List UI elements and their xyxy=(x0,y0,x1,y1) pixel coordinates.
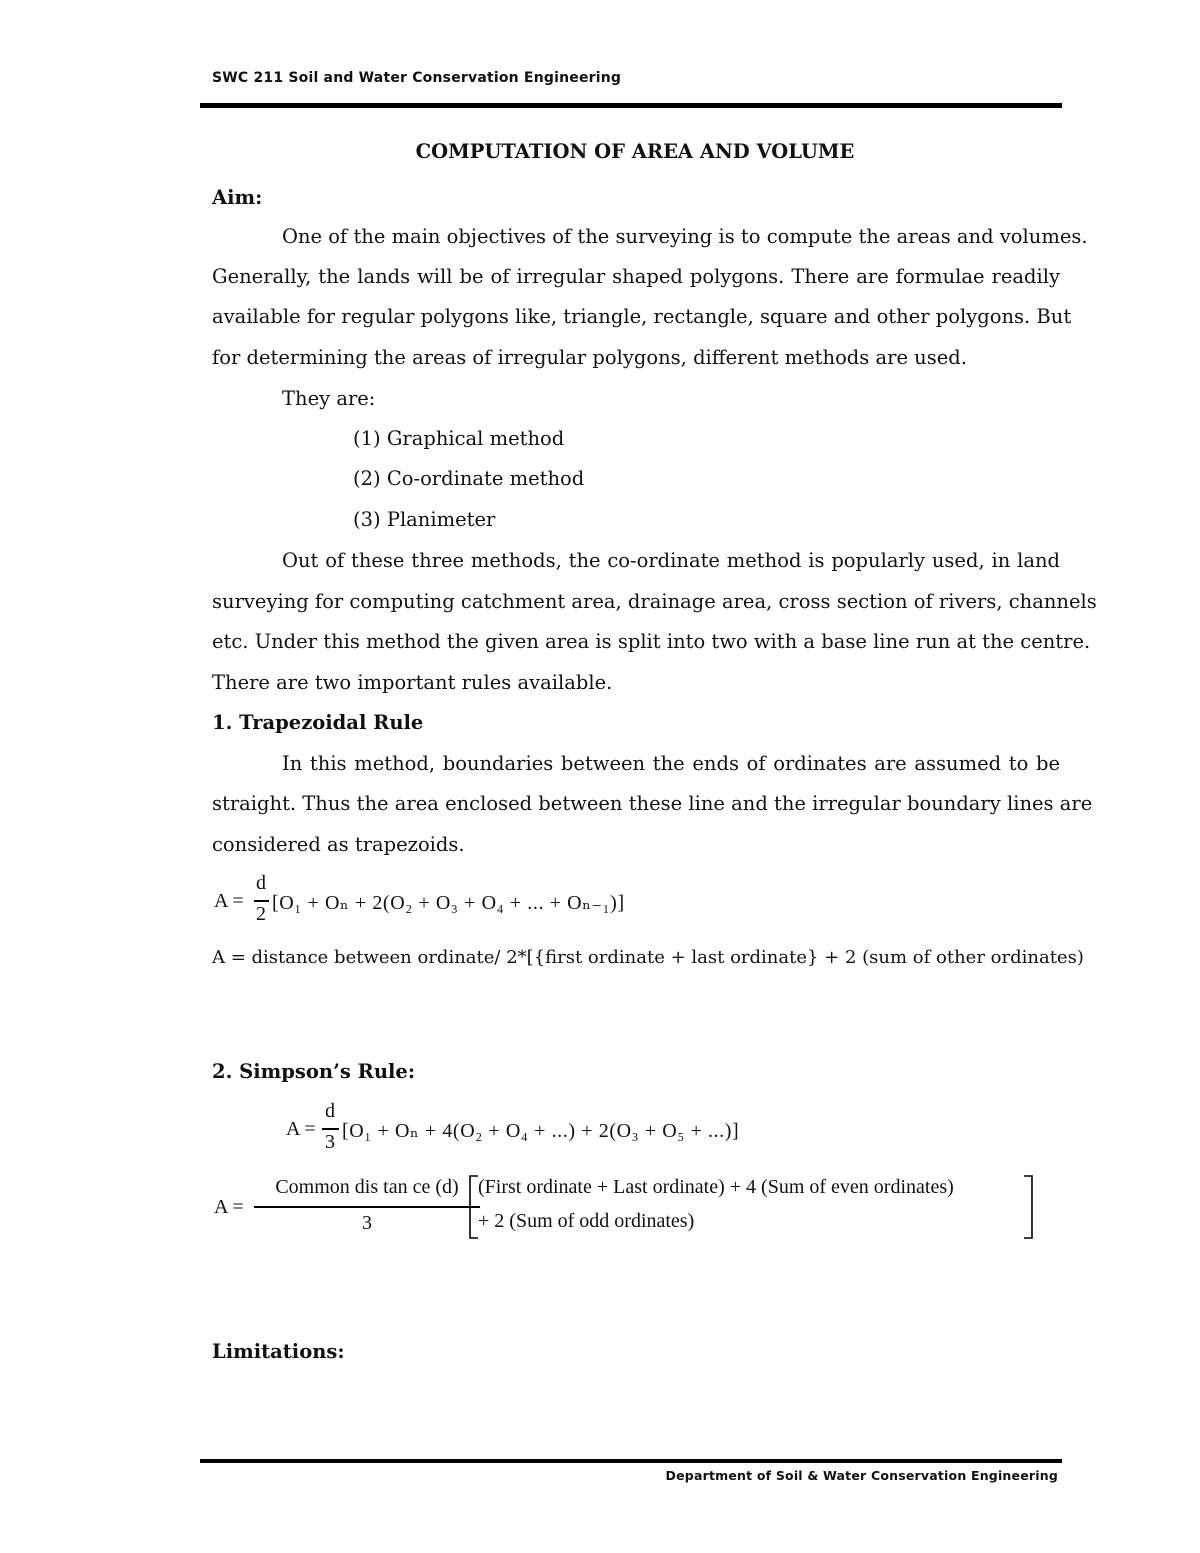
simpson-fraction-bar xyxy=(322,1128,339,1130)
trapezoidal-formula-denominator: 2 xyxy=(256,903,266,925)
trapezoidal-heading: 1. Trapezoidal Rule xyxy=(212,711,424,734)
trapezoidal-formula-lhs: A = xyxy=(214,890,244,912)
running-footer: Department of Soil & Water Conservation Engineering xyxy=(665,1468,1058,1483)
simpson-formula-denominator: 3 xyxy=(325,1131,335,1153)
trapezoidal-description: A = distance between ordinate/ 2*[{first ordinate + last ordinate} + 2 (sum of other ordinates) xyxy=(212,947,1084,968)
trapezoidal-fraction-bar xyxy=(254,900,269,902)
methods-line-3: etc. Under this method the given area is split into two with a base line run at the centre. xyxy=(212,630,1091,653)
simpson-expanded-numerator: Common dis tan ce (d) xyxy=(275,1176,459,1198)
simpson-heading: 2. Simpson’s Rule: xyxy=(212,1060,416,1083)
aim-line-2: Generally, the lands will be of irregular shaped polygons. There are formulae readily xyxy=(212,265,1060,288)
trapezoidal-line-1: In this method, boundaries between the ends of ordinates are assumed to be xyxy=(282,752,1060,775)
trapezoidal-formula xyxy=(214,872,674,932)
simpson-expanded-denominator: 3 xyxy=(362,1212,372,1234)
trapezoidal-line-2: straight. Thus the area enclosed between these line and the irregular boundary lines are xyxy=(212,792,1093,815)
methods-line-1: Out of these three methods, the co-ordinate method is popularly used, in land xyxy=(282,549,1060,572)
methods-line-2: surveying for computing catchment area, drainage area, cross section of rivers, channels xyxy=(212,590,1097,613)
aim-line-4: for determining the areas of irregular polygons, different methods are used. xyxy=(212,346,967,369)
method-item-2: (2) Co-ordinate method xyxy=(353,467,585,490)
simpson-formula-expanded xyxy=(214,1172,1044,1244)
simpson-expanded-fraction-bar xyxy=(254,1206,480,1208)
running-header: SWC 211 Soil and Water Conservation Engineering xyxy=(212,70,622,86)
simpson-formula-body: [O₁ + Oₙ + 4(O₂ + O₄ + ...) + 2(O₃ + O₅ + ...)] xyxy=(342,1120,740,1142)
trapezoidal-formula-body: [O₁ + Oₙ + 2(O₂ + O₃ + O₄ + ... + Oₙ₋₁)] xyxy=(272,892,625,914)
page-title: COMPUTATION OF AREA AND VOLUME xyxy=(415,140,855,163)
limitations-heading: Limitations: xyxy=(212,1340,345,1363)
trapezoidal-formula-numerator: d xyxy=(256,872,266,894)
aim-heading: Aim: xyxy=(212,186,263,209)
method-item-3: (3) Planimeter xyxy=(353,508,496,531)
simpson-expanded-lhs: A = xyxy=(214,1196,244,1218)
they-are-text: They are: xyxy=(282,387,376,410)
simpson-formula xyxy=(286,1100,806,1160)
header-rule xyxy=(200,103,1062,108)
simpson-formula-lhs: A = xyxy=(286,1118,316,1140)
right-bracket-icon xyxy=(1020,1174,1036,1240)
methods-line-4: There are two important rules available. xyxy=(212,671,613,694)
trapezoidal-line-3: considered as trapezoids. xyxy=(212,833,465,856)
aim-line-3: available for regular polygons like, triangle, rectangle, square and other polygons. But xyxy=(212,305,1072,328)
footer-rule xyxy=(200,1459,1062,1463)
simpson-formula-numerator: d xyxy=(325,1100,335,1122)
simpson-expanded-row-2: + 2 (Sum of odd ordinates) xyxy=(478,1210,695,1232)
aim-line-1: One of the main objectives of the surveying is to compute the areas and volumes. xyxy=(282,225,1088,248)
method-item-1: (1) Graphical method xyxy=(353,427,565,450)
simpson-expanded-row-1: (First ordinate + Last ordinate) + 4 (Sum of even ordinates) xyxy=(478,1176,954,1198)
